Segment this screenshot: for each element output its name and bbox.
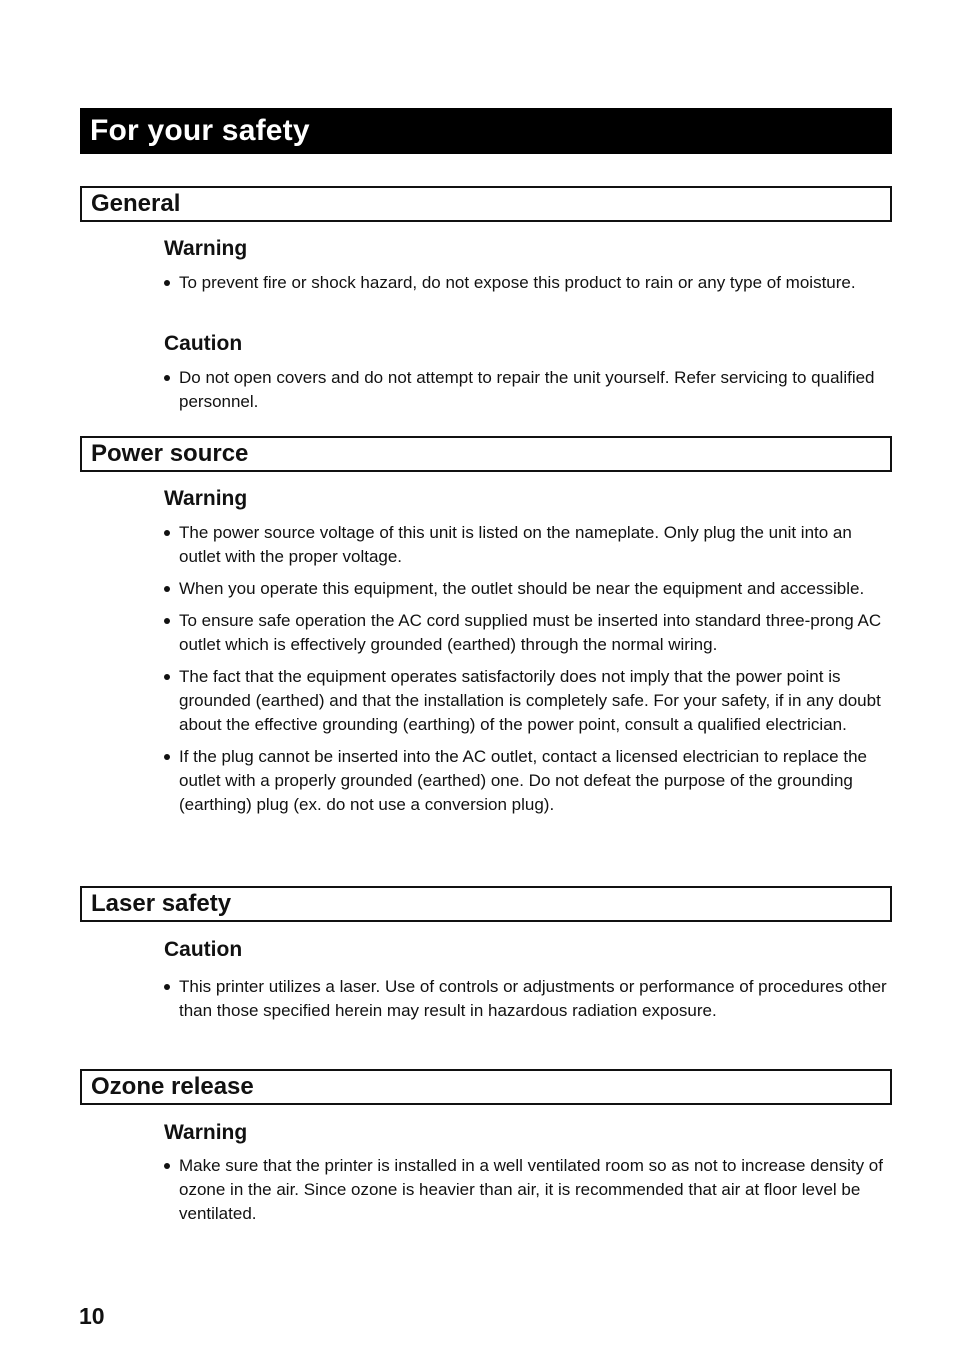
list-item bbox=[162, 577, 892, 601]
bullet-icon bbox=[164, 375, 170, 381]
section-header-power-source bbox=[80, 436, 892, 472]
bullet-icon bbox=[164, 1163, 170, 1169]
list-item bbox=[162, 975, 892, 1023]
page-number: 10 bbox=[79, 1303, 105, 1329]
list-item bbox=[162, 745, 892, 817]
list-item-text: This printer utilizes a laser. Use of controls or adjustments or performance of procedures other than those specified herein may result in hazardous radiation exposure. bbox=[179, 977, 887, 1020]
list-item bbox=[162, 521, 892, 569]
section-header-ozone-release bbox=[80, 1069, 892, 1105]
section-header-laser-safety bbox=[80, 886, 892, 922]
bullet-list bbox=[162, 975, 892, 1031]
bullet-icon bbox=[164, 754, 170, 760]
bullet-icon bbox=[164, 280, 170, 286]
list-item bbox=[162, 366, 892, 414]
list-item bbox=[162, 271, 892, 295]
page-title: For your safety bbox=[90, 114, 310, 147]
sub-heading-caution: Caution bbox=[164, 332, 243, 355]
section-title: Power source bbox=[91, 440, 249, 467]
bullet-icon bbox=[164, 618, 170, 624]
list-item-text: The fact that the equipment operates satisfactorily does not imply that the power point is grounded (earthed) and that the installation is completely safe. For your safety, if in any doubt about the effective grounding (earthing) of the power point, consult a qualified electrician. bbox=[179, 667, 881, 734]
list-item bbox=[162, 665, 892, 737]
list-item-text: The power source voltage of this unit is listed on the nameplate. Only plug the unit into an outlet with the proper voltage. bbox=[179, 523, 852, 566]
list-item-text: If the plug cannot be inserted into the AC outlet, contact a licensed electrician to replace the outlet with a properly grounded (earthed) one. Do not defeat the purpose of the grounding (earthing) plug (ex. do not use a conversion plug). bbox=[179, 747, 867, 814]
bullet-icon bbox=[164, 586, 170, 592]
sub-heading-warning: Warning bbox=[164, 487, 248, 510]
sub-heading-warning: Warning bbox=[164, 1121, 248, 1144]
list-item-text: To ensure safe operation the AC cord supplied must be inserted into standard three-prong AC outlet which is effectively grounded (earthed) through the normal wiring. bbox=[179, 611, 882, 654]
section-header-general bbox=[80, 186, 892, 222]
list-item bbox=[162, 609, 892, 657]
section-title: Ozone release bbox=[91, 1073, 254, 1100]
bullet-icon bbox=[164, 984, 170, 990]
list-item-text: When you operate this equipment, the outlet should be near the equipment and accessible. bbox=[179, 579, 865, 598]
sub-heading-warning: Warning bbox=[164, 237, 248, 260]
sub-heading-caution: Caution bbox=[164, 938, 243, 961]
section-title: Laser safety bbox=[91, 890, 232, 917]
bullet-list bbox=[162, 1154, 892, 1234]
section-title: General bbox=[91, 190, 181, 217]
bullet-list bbox=[162, 521, 892, 825]
list-item-text: Make sure that the printer is installed in a well ventilated room so as not to increase density of ozone in the air. Since ozone is heavier than air, it is recommended that air at floor level be ventilated. bbox=[179, 1156, 883, 1223]
page-title-bar bbox=[80, 108, 892, 154]
bullet-icon bbox=[164, 530, 170, 536]
bullet-icon bbox=[164, 674, 170, 680]
list-item-text: To prevent fire or shock hazard, do not expose this product to rain or any type of moisture. bbox=[179, 273, 856, 292]
list-item bbox=[162, 1154, 892, 1226]
list-item-text: Do not open covers and do not attempt to repair the unit yourself. Refer servicing to qualified personnel. bbox=[179, 368, 875, 411]
bullet-list bbox=[162, 271, 892, 303]
bullet-list bbox=[162, 366, 892, 422]
